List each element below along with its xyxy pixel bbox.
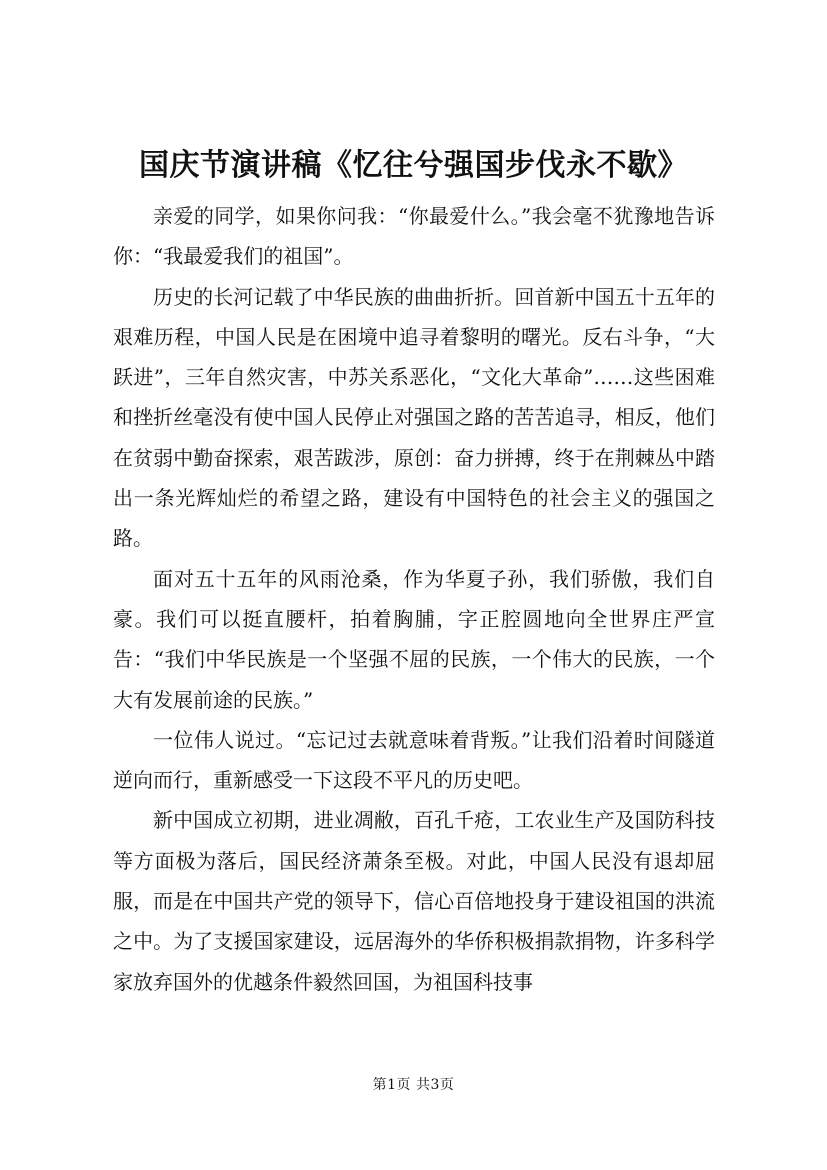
document-body xyxy=(113,196,715,1002)
paragraph-5: 新中国成立初期，进业凋敝，百孔千疮，工农业生产及国防科技等方面极为落后，国民经济萧条至极。对此，中国人民没有退却屈服，而是在中国共产党的领导下，信心百倍地投身于建设祖国的洪流之中。为了支援国家建设，远居海外的华侨积极捐款捐物，许多科学家放弃国外的优越条件毅然回国，为祖国科技事 xyxy=(113,808,715,994)
paragraph-2: 历史的长河记载了中华民族的曲曲折折。回首新中国五十五年的艰难历程，中国人民是在困境中追寻着黎明的曙光。反右斗争，“大跃进”，三年自然灾害，中苏关系恶化，“文化大革命”……这些困难和挫折丝毫没有使中国人民停止对强国之路的苦苦追寻，相反，他们在贫弱中勤奋探索，艰苦跋涉，原创：奋力拼搏，终于在荆棘丛中踏出一条光辉灿烂的希望之路，建设有中国特色的社会主义的强国之路。 xyxy=(113,284,715,551)
document-title: 国庆节演讲稿《忆往兮强国步伐永不歇》 xyxy=(139,148,688,183)
page-number-footer: 第1页 共3页 xyxy=(372,1077,455,1093)
paragraph-3: 面对五十五年的风雨沧桑，作为华夏子孙，我们骄傲，我们自豪。我们可以挺直腰杆，拍着胸脯，字正腔圆地向全世界庄严宣告：“我们中华民族是一个坚强不屈的民族，一个伟大的民族，一个大有发展前途的民族。” xyxy=(113,566,715,712)
paragraph-4: 一位伟人说过。“忘记过去就意味着背叛。”让我们沿着时间隧道逆向而行，重新感受一下这段不平凡的历史吧。 xyxy=(113,727,715,793)
paragraph-1: 亲爱的同学，如果你问我：“你最爱什么。”我会毫不犹豫地告诉你：“我最爱我们的祖国”。 xyxy=(113,204,715,269)
